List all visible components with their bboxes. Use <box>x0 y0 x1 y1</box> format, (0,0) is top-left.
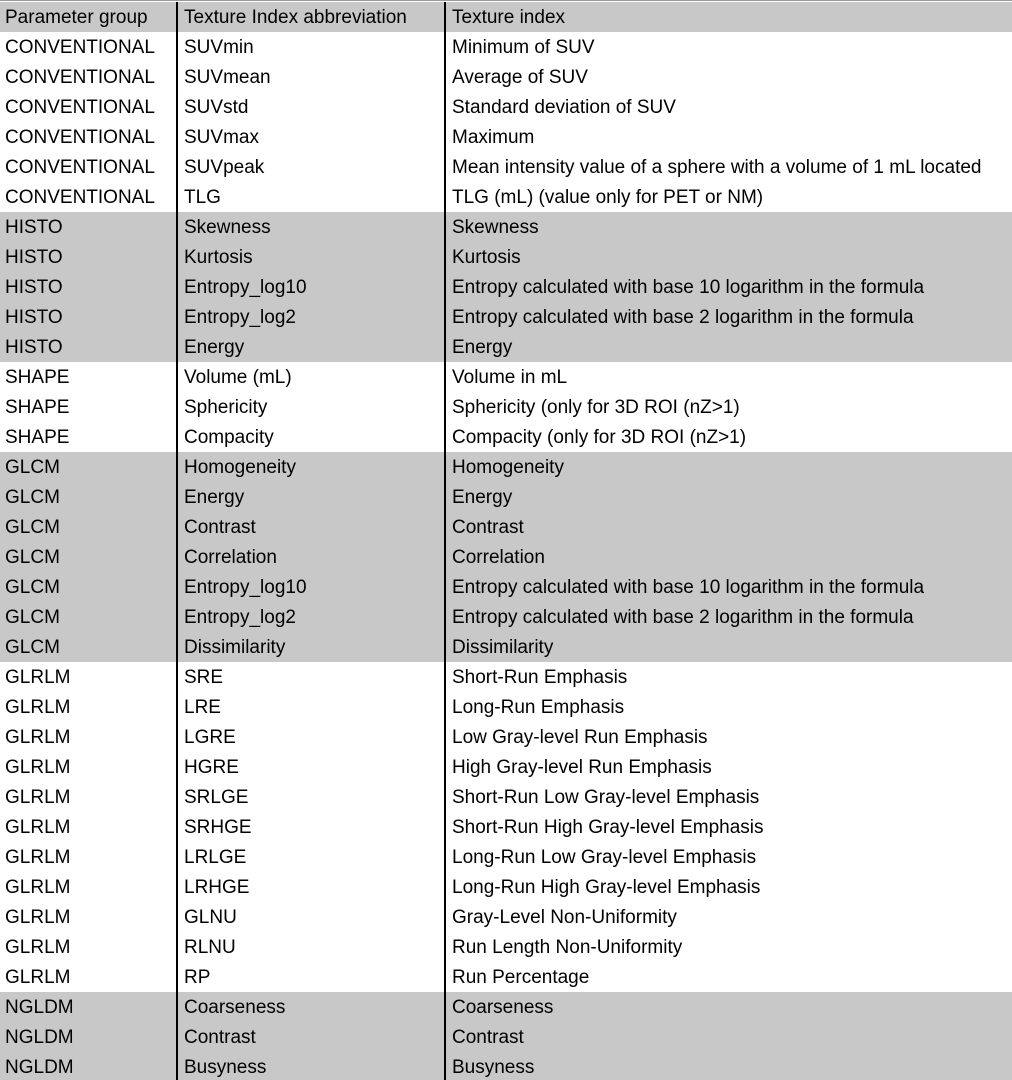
cell-texture-index-abbreviation: Energy <box>176 482 444 512</box>
cell-texture-index-abbreviation: Sphericity <box>176 392 444 422</box>
cell-parameter-group: GLRLM <box>5 967 71 988</box>
cell-texture-index-abbreviation: Energy <box>176 332 444 362</box>
cell-parameter-group: GLCM <box>5 457 60 478</box>
cell-texture-index: Sphericity (only for 3D ROI (nZ>1) <box>444 392 1012 422</box>
cell-texture-index-abbreviation: TLG <box>176 182 444 212</box>
cell-texture-index-abbreviation: Homogeneity <box>176 452 444 482</box>
table-row <box>0 722 1012 752</box>
table-row <box>0 692 1012 722</box>
cell-parameter-group: GLRLM <box>5 697 71 718</box>
cell-texture-index: Mean intensity value of a sphere with a volume of 1 mL located <box>444 152 1012 182</box>
cell-parameter-group: GLRLM <box>5 877 71 898</box>
cell-texture-index: Entropy calculated with base 10 logarithm in the formula <box>444 272 1012 302</box>
cell-texture-index: Short-Run Low Gray-level Emphasis <box>444 782 1012 812</box>
table-row <box>0 842 1012 872</box>
cell-texture-index-abbreviation: GLNU <box>176 902 444 932</box>
cell-texture-index-abbreviation: Dissimilarity <box>176 632 444 662</box>
table-row <box>0 422 1012 452</box>
table-row <box>0 812 1012 842</box>
cell-parameter-group: SHAPE <box>5 427 70 448</box>
cell-texture-index-abbreviation: RP <box>176 962 444 992</box>
cell-parameter-group: GLCM <box>5 607 60 628</box>
cell-texture-index: Contrast <box>444 512 1012 542</box>
table-row <box>0 482 1012 512</box>
cell-parameter-group: NGLDM <box>5 1057 74 1078</box>
cell-texture-index-abbreviation: SUVstd <box>176 92 444 122</box>
cell-texture-index: Low Gray-level Run Emphasis <box>444 722 1012 752</box>
cell-parameter-group: HISTO <box>5 247 63 268</box>
table-row <box>0 62 1012 92</box>
table-row <box>0 1052 1012 1080</box>
cell-texture-index-abbreviation: SUVmin <box>176 32 444 62</box>
table-row <box>0 122 1012 152</box>
cell-parameter-group: GLRLM <box>5 847 71 868</box>
cell-parameter-group: GLCM <box>5 517 60 538</box>
cell-texture-index-abbreviation: SUVpeak <box>176 152 444 182</box>
cell-texture-index-abbreviation: Coarseness <box>176 992 444 1022</box>
table-row <box>0 542 1012 572</box>
cell-texture-index-abbreviation: Entropy_log2 <box>176 302 444 332</box>
cell-parameter-group: SHAPE <box>5 397 70 418</box>
table-row <box>0 662 1012 692</box>
cell-texture-index-abbreviation: RLNU <box>176 932 444 962</box>
cell-parameter-group: CONVENTIONAL <box>5 157 155 178</box>
cell-texture-index-abbreviation: HGRE <box>176 752 444 782</box>
cell-texture-index: Short-Run High Gray-level Emphasis <box>444 812 1012 842</box>
cell-parameter-group: GLRLM <box>5 667 71 688</box>
cell-texture-index: High Gray-level Run Emphasis <box>444 752 1012 782</box>
cell-texture-index: Long-Run Emphasis <box>444 692 1012 722</box>
cell-parameter-group: NGLDM <box>5 997 74 1018</box>
cell-parameter-group: HISTO <box>5 337 63 358</box>
cell-texture-index: Energy <box>444 332 1012 362</box>
table-row <box>0 212 1012 242</box>
table-row <box>0 602 1012 632</box>
cell-texture-index-abbreviation: Volume (mL) <box>176 362 444 392</box>
header-row <box>0 2 1012 32</box>
table-row <box>0 452 1012 482</box>
table-row <box>0 302 1012 332</box>
table-row <box>0 1022 1012 1052</box>
cell-texture-index-abbreviation: SRLGE <box>176 782 444 812</box>
table-row <box>0 272 1012 302</box>
header-parameter-group: Parameter group <box>5 7 148 28</box>
cell-texture-index: Skewness <box>444 212 1012 242</box>
cell-texture-index-abbreviation: LRLGE <box>176 842 444 872</box>
table-row <box>0 512 1012 542</box>
header-texture-index-abbreviation: Texture Index abbreviation <box>176 2 444 32</box>
cell-parameter-group: CONVENTIONAL <box>5 67 155 88</box>
cell-parameter-group: CONVENTIONAL <box>5 187 155 208</box>
cell-texture-index-abbreviation: SUVmax <box>176 122 444 152</box>
cell-texture-index-abbreviation: Entropy_log10 <box>176 572 444 602</box>
table-row <box>0 572 1012 602</box>
cell-texture-index: Coarseness <box>444 992 1012 1022</box>
cell-texture-index: Energy <box>444 482 1012 512</box>
table-row <box>0 242 1012 272</box>
table-row <box>0 632 1012 662</box>
cell-parameter-group: GLRLM <box>5 907 71 928</box>
table-row <box>0 182 1012 212</box>
cell-parameter-group: GLRLM <box>5 937 71 958</box>
header-texture-index: Texture index <box>444 2 1012 32</box>
cell-texture-index: Compacity (only for 3D ROI (nZ>1) <box>444 422 1012 452</box>
cell-parameter-group: HISTO <box>5 217 63 238</box>
cell-texture-index: Entropy calculated with base 2 logarithm in the formula <box>444 602 1012 632</box>
cell-parameter-group: GLCM <box>5 547 60 568</box>
table-row <box>0 392 1012 422</box>
table-row <box>0 992 1012 1022</box>
cell-texture-index: Average of SUV <box>444 62 1012 92</box>
table-row <box>0 32 1012 62</box>
cell-texture-index: Contrast <box>444 1022 1012 1052</box>
cell-texture-index: Correlation <box>444 542 1012 572</box>
cell-parameter-group: HISTO <box>5 307 63 328</box>
table-row <box>0 332 1012 362</box>
table-row <box>0 872 1012 902</box>
cell-texture-index-abbreviation: Compacity <box>176 422 444 452</box>
cell-texture-index: Run Percentage <box>444 962 1012 992</box>
cell-texture-index-abbreviation: LGRE <box>176 722 444 752</box>
cell-texture-index: Long-Run High Gray-level Emphasis <box>444 872 1012 902</box>
cell-texture-index: Standard deviation of SUV <box>444 92 1012 122</box>
cell-texture-index: Short-Run Emphasis <box>444 662 1012 692</box>
cell-texture-index-abbreviation: LRHGE <box>176 872 444 902</box>
table-row <box>0 962 1012 992</box>
cell-texture-index: Volume in mL <box>444 362 1012 392</box>
cell-texture-index: Minimum of SUV <box>444 32 1012 62</box>
cell-parameter-group: GLRLM <box>5 727 71 748</box>
cell-texture-index: Gray-Level Non-Uniformity <box>444 902 1012 932</box>
cell-texture-index-abbreviation: LRE <box>176 692 444 722</box>
table-row <box>0 92 1012 122</box>
cell-parameter-group: GLCM <box>5 637 60 658</box>
cell-texture-index: Long-Run Low Gray-level Emphasis <box>444 842 1012 872</box>
top-border <box>0 0 1012 1</box>
cell-parameter-group: GLCM <box>5 577 60 598</box>
cell-texture-index: Run Length Non-Uniformity <box>444 932 1012 962</box>
cell-texture-index-abbreviation: Contrast <box>176 512 444 542</box>
cell-texture-index-abbreviation: SRHGE <box>176 812 444 842</box>
cell-texture-index-abbreviation: Kurtosis <box>176 242 444 272</box>
table-row <box>0 362 1012 392</box>
table-row <box>0 782 1012 812</box>
cell-texture-index: Dissimilarity <box>444 632 1012 662</box>
cell-texture-index: Homogeneity <box>444 452 1012 482</box>
table-row <box>0 752 1012 782</box>
cell-texture-index: Busyness <box>444 1052 1012 1080</box>
cell-parameter-group: GLCM <box>5 487 60 508</box>
cell-parameter-group: SHAPE <box>5 367 70 388</box>
cell-parameter-group: GLRLM <box>5 817 71 838</box>
cell-parameter-group: CONVENTIONAL <box>5 97 155 118</box>
cell-texture-index-abbreviation: Entropy_log2 <box>176 602 444 632</box>
table-row <box>0 902 1012 932</box>
cell-texture-index-abbreviation: SRE <box>176 662 444 692</box>
cell-texture-index: Entropy calculated with base 2 logarithm in the formula <box>444 302 1012 332</box>
cell-texture-index-abbreviation: Skewness <box>176 212 444 242</box>
cell-parameter-group: CONVENTIONAL <box>5 127 155 148</box>
cell-texture-index: TLG (mL) (value only for PET or NM) <box>444 182 1012 212</box>
cell-texture-index: Kurtosis <box>444 242 1012 272</box>
cell-texture-index-abbreviation: Busyness <box>176 1052 444 1080</box>
cell-parameter-group: NGLDM <box>5 1027 74 1048</box>
cell-parameter-group: HISTO <box>5 277 63 298</box>
cell-texture-index: Maximum <box>444 122 1012 152</box>
cell-parameter-group: CONVENTIONAL <box>5 37 155 58</box>
cell-texture-index-abbreviation: Entropy_log10 <box>176 272 444 302</box>
cell-parameter-group: GLRLM <box>5 757 71 778</box>
cell-texture-index-abbreviation: Correlation <box>176 542 444 572</box>
cell-texture-index-abbreviation: SUVmean <box>176 62 444 92</box>
cell-texture-index: Entropy calculated with base 10 logarithm in the formula <box>444 572 1012 602</box>
cell-parameter-group: GLRLM <box>5 787 71 808</box>
table-row <box>0 932 1012 962</box>
cell-texture-index-abbreviation: Contrast <box>176 1022 444 1052</box>
table-row <box>0 152 1012 182</box>
